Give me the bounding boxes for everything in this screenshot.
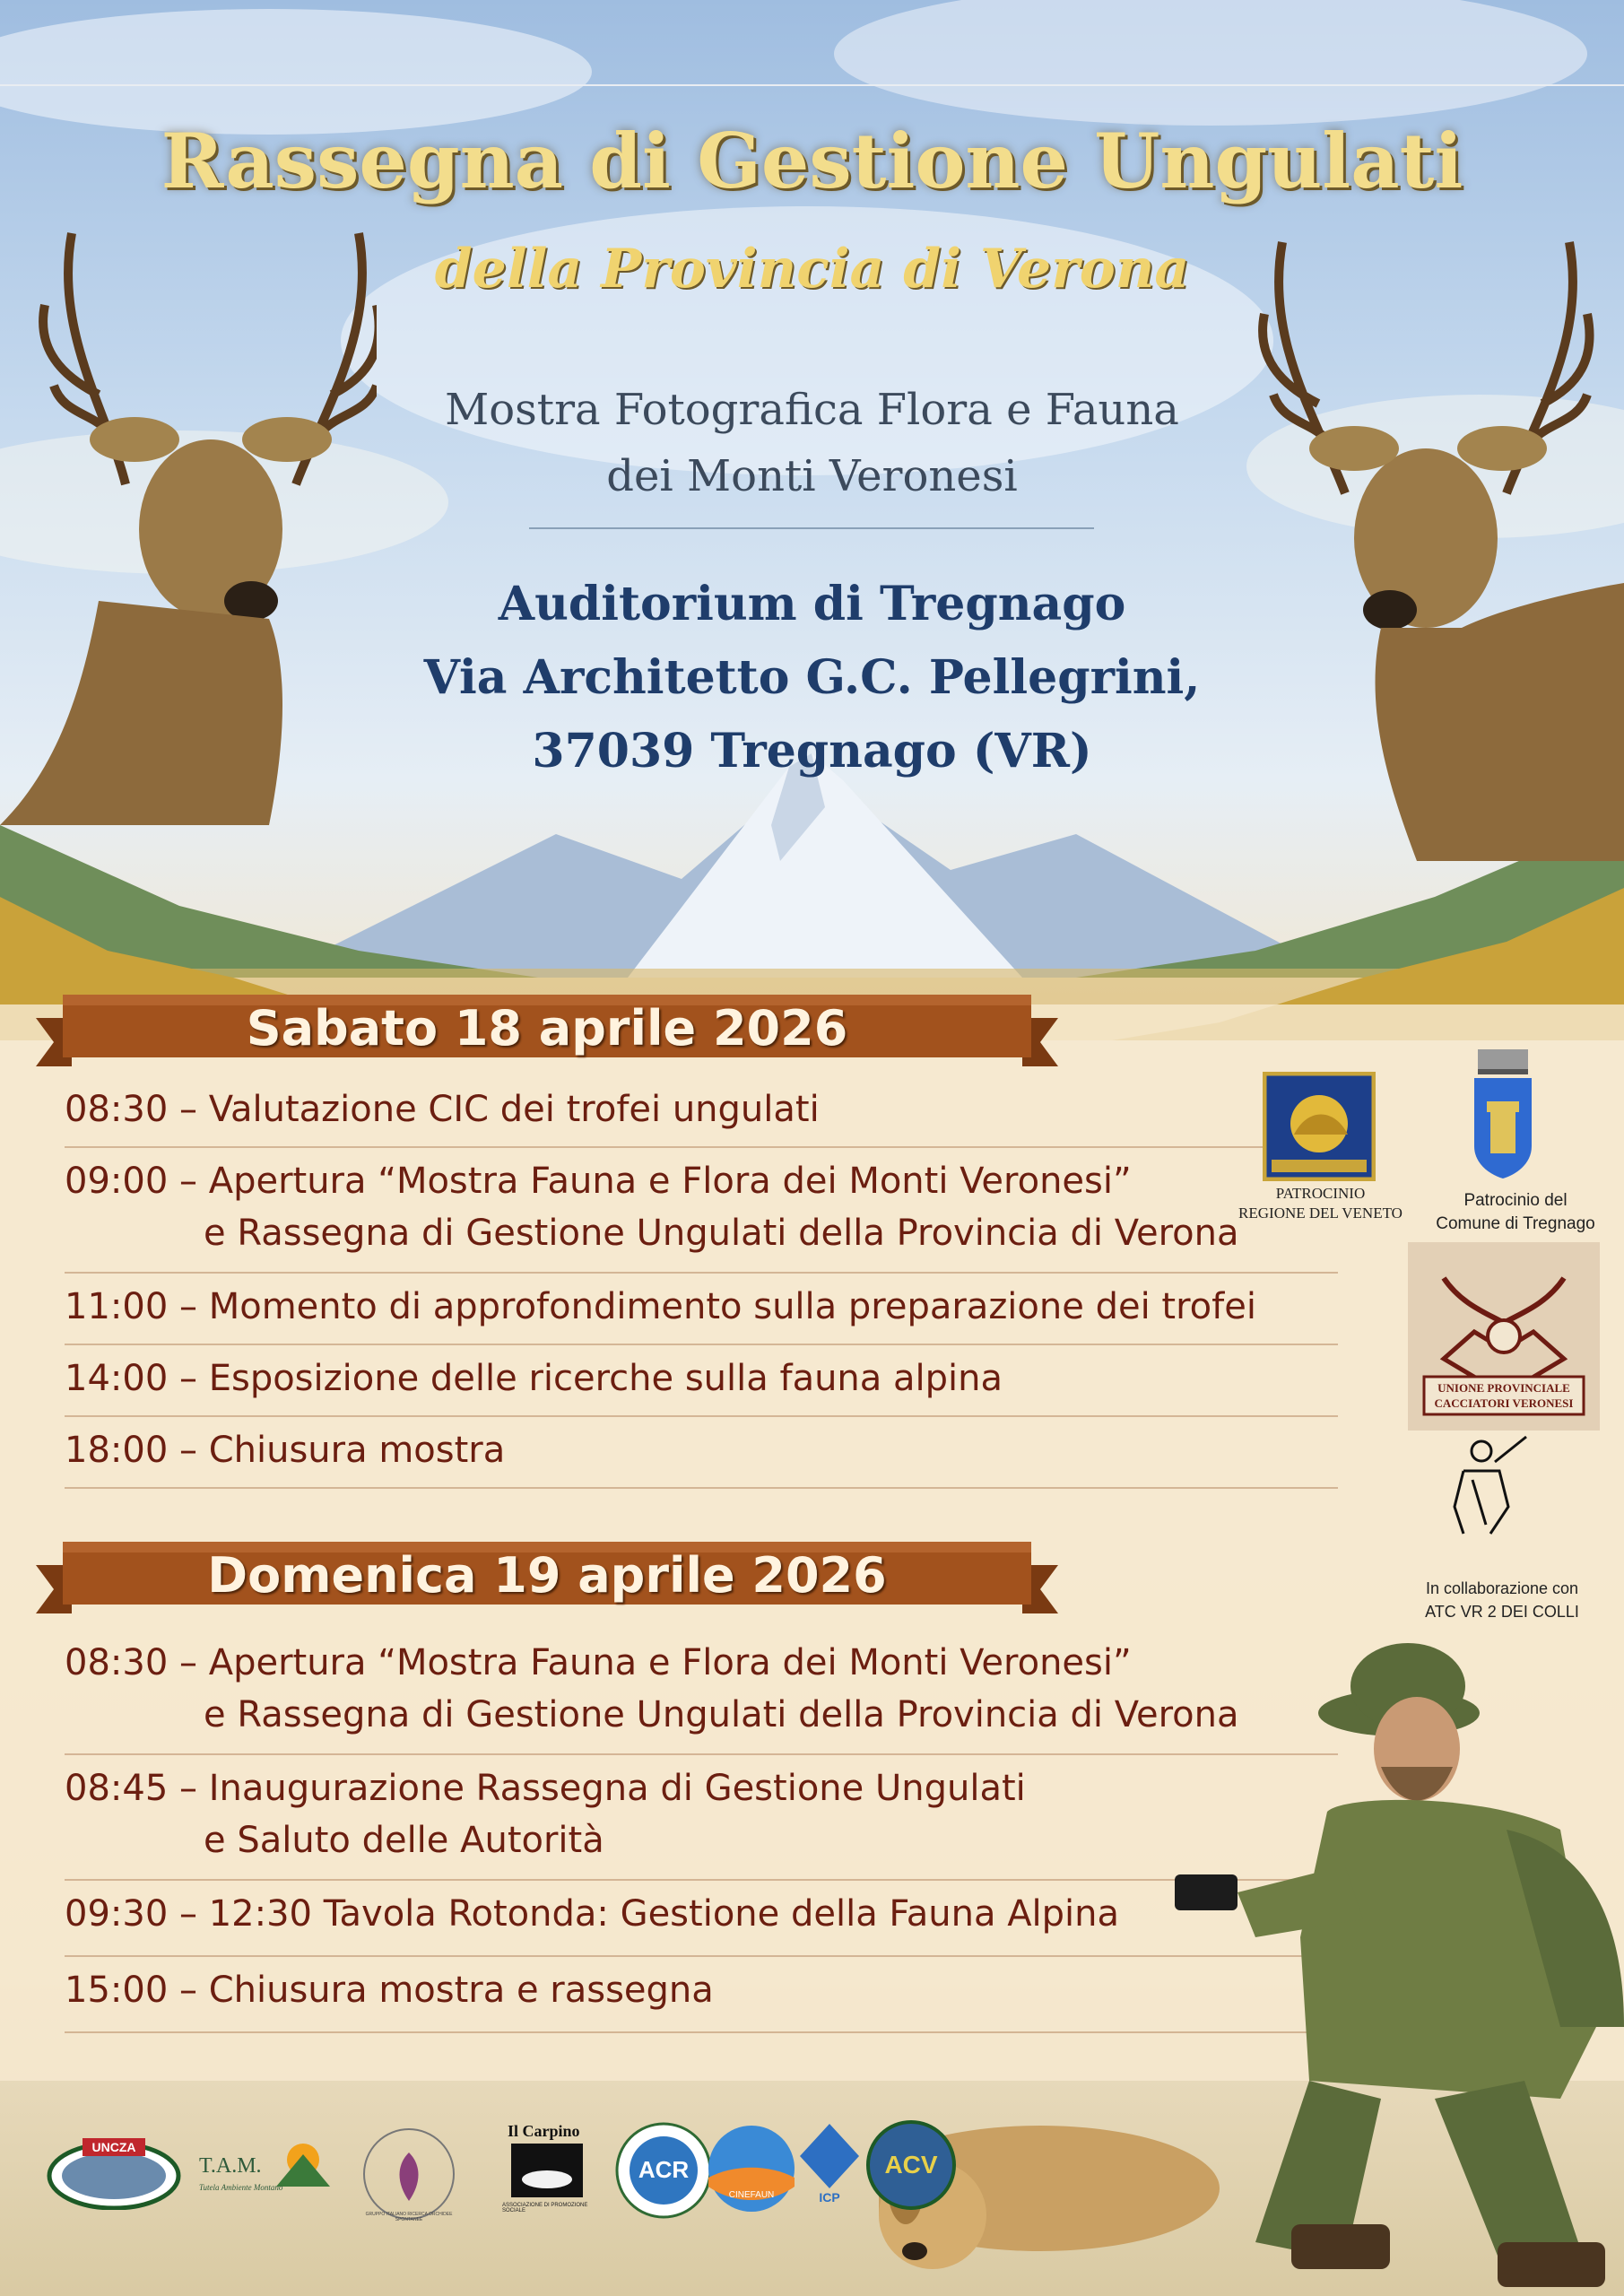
schedule-separator (65, 1487, 1338, 1489)
schedule-item-line-1: 18:00 – Chiusura mostra (65, 1430, 506, 1471)
cinefaun-label: CINEFAUN (728, 2190, 775, 2200)
venue-address (0, 568, 1624, 788)
schedule-item (65, 1424, 1338, 1476)
tam-label: T.A.M. (199, 2154, 262, 2178)
icp-label: ICP (819, 2190, 840, 2205)
schedule-item-line-2: e Rassegna di Gestione Ungulati della Provincia di Verona (204, 1694, 1239, 1735)
tam-logo (195, 2133, 339, 2205)
carpino-emblem (511, 2144, 583, 2197)
acv-label: ACV (884, 2151, 938, 2179)
acv-logo (866, 2120, 956, 2210)
upcv-caption: UNIONE PROVINCIALE CACCIATORI VERONESI (1434, 1381, 1574, 1410)
schedule-item-line-2: e Saluto delle Autorità (204, 1820, 604, 1861)
atc-hunter-logo (1446, 1435, 1531, 1535)
cinefaun-logo (707, 2124, 796, 2213)
schedule-separator (65, 1272, 1338, 1274)
day1-banner-label: Sabato 18 aprile 2026 (246, 1000, 848, 1057)
schedule-item-line-1: 11:00 – Momento di approfondimento sulla preparazione dei trofei (65, 1286, 1256, 1327)
schedule-item (65, 1155, 1338, 1259)
schedule-separator (65, 1146, 1338, 1148)
uncza-label: UNCZA (91, 2140, 136, 2154)
schedule-item (65, 1281, 1338, 1333)
event-title: Rassegna di Gestione Ungulati (161, 117, 1463, 205)
il-carpino-logo (502, 2122, 592, 2221)
schedule-item-line-1: 14:00 – Esposizione delle ricerche sulla fauna alpina (65, 1358, 1003, 1399)
hunter-with-dog-illustration (879, 1596, 1624, 2296)
day1-banner (36, 991, 1058, 1066)
venue-line-2: Via Architetto G.C. Pellegrini, (423, 650, 1201, 705)
schedule-item-line-1: 09:30 – 12:30 Tavola Rotonda: Gestione della Fauna Alpina (65, 1893, 1120, 1935)
exhibition-line-2: dei Monti Veronesi (606, 451, 1018, 501)
schedule-item (65, 1352, 1338, 1405)
header-divider (529, 527, 1094, 529)
giros-logo (360, 2126, 457, 2222)
event-subtitle: della Provincia di Verona (434, 238, 1190, 300)
day2-banner-label: Domenica 19 aprile 2026 (207, 1547, 887, 1604)
schedule-item (65, 1083, 1338, 1135)
uncza-logo (47, 2135, 181, 2210)
upcv-logo (1408, 1242, 1600, 1431)
schedule-separator (65, 1415, 1338, 1417)
schedule-item-line-1: 08:30 – Valutazione CIC dei trofei ungulati (65, 1089, 820, 1130)
schedule-item-line-1: 08:45 – Inaugurazione Rassegna di Gestione Ungulati (65, 1768, 1026, 1809)
top-rule (0, 84, 1624, 86)
venue-line-3: 37039 Tregnago (VR) (532, 724, 1092, 778)
schedule-item-line-1: 08:30 – Apertura “Mostra Fauna e Flora dei Monti Veronesi” (65, 1642, 1132, 1683)
giros-label: GRUPPO ITALIANO RICERCA ORCHIDEE SPONTANEE (365, 2212, 453, 2222)
carpino-sublabel: ASSOCIAZIONE DI PROMOZIONE SOCIALE (502, 2203, 588, 2213)
carpino-label: Il Carpino (508, 2122, 580, 2140)
exhibition-title (0, 377, 1624, 509)
schedule-item-line-2: e Rassegna di Gestione Ungulati della Provincia di Verona (204, 1213, 1239, 1254)
comune-tregnago-crest (1471, 1048, 1535, 1178)
schedule-item-line-1: 15:00 – Chiusura mostra e rassegna (65, 1970, 714, 2011)
atc-caption: In collaborazione con ATC VR 2 DEI COLLI (1425, 1579, 1579, 1621)
schedule-item-line-1: 09:00 – Apertura “Mostra Fauna e Flora dei Monti Veronesi” (65, 1161, 1132, 1202)
regione-veneto-logo (1263, 1072, 1376, 1181)
regione-veneto-caption: PATROCINIO REGIONE DEL VENETO (1238, 1185, 1403, 1222)
acr-logo (615, 2122, 712, 2219)
comune-tregnago-caption: Patrocinio del Comune di Tregnago (1436, 1191, 1595, 1233)
exhibition-line-1: Mostra Fotografica Flora e Fauna (445, 385, 1179, 435)
icp-logo (796, 2120, 863, 2210)
acr-label: ACR (638, 2156, 690, 2183)
schedule-separator (65, 1344, 1338, 1345)
tam-sublabel: Tutela Ambiente Montano (199, 2183, 283, 2192)
cinefaun-emblem (707, 2124, 796, 2213)
venue-line-1: Auditorium di Tregnago (498, 577, 1126, 631)
giros-emblem (360, 2126, 457, 2222)
